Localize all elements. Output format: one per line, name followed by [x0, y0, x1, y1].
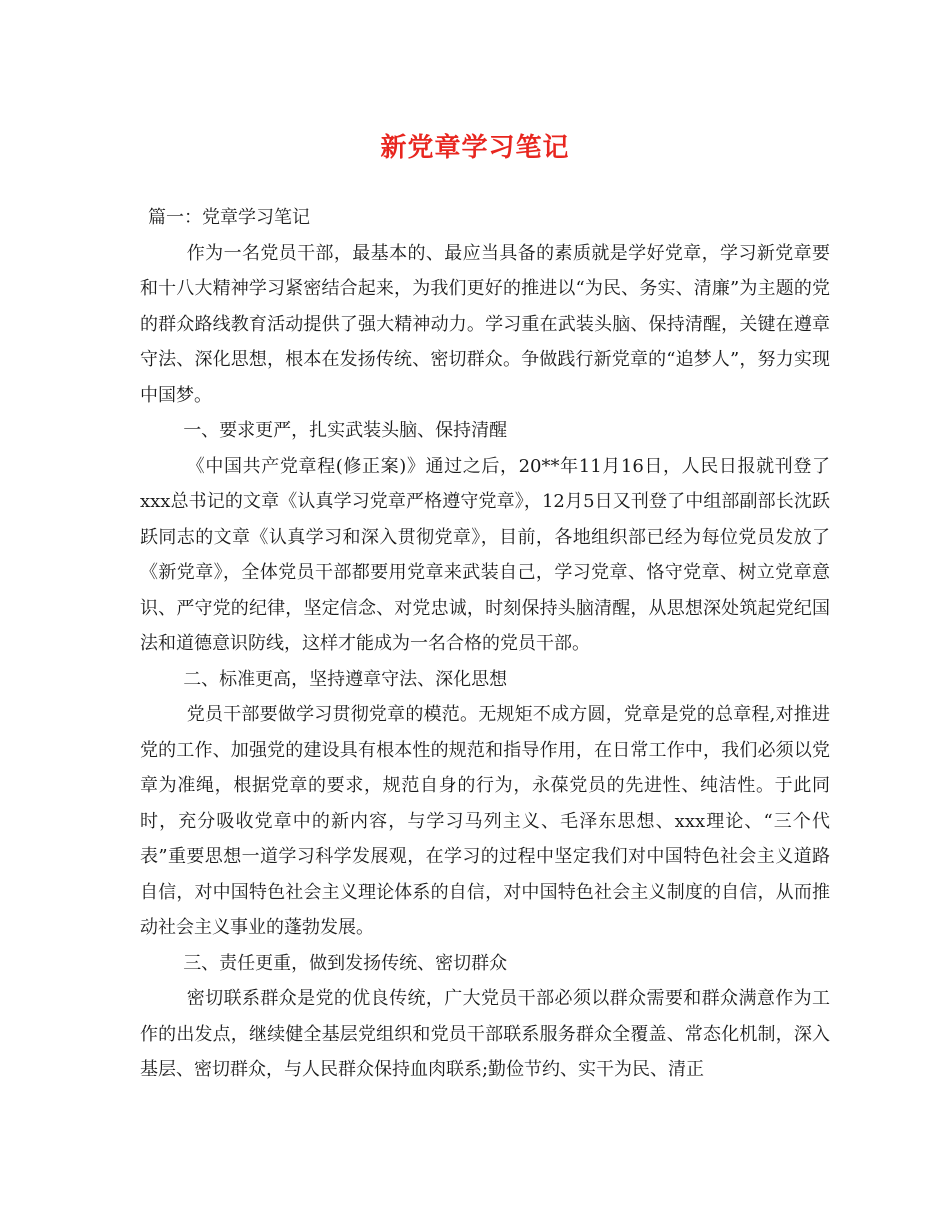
paragraph-3: 密切联系群众是党的优良传统，广大党员干部必须以群众需要和群众满意作为工作的出发点，继续健全基层党组织和党员干部联系服务群众全覆盖、常态化机制，深入基层、密切群众，与人民群众保持血肉联系;勤俭节约、实干为民、清正 [140, 988, 830, 1080]
section-heading-1: 一、要求更严，扎实武装头脑、保持清醒 [183, 420, 508, 441]
document-body [140, 200, 830, 1088]
paragraph-intro: 作为一名党员干部，最基本的、最应当具备的素质就是学好党章，学习新党章要和十八大精神学习紧密结合起来，为我们更好的推进以“为民、务实、清廉”为主题的党的群众路线教育活动提供了强大精神动力。学习重在武装头脑、保持清醒，关键在遵章守法、深化思想，根本在发扬传统、密切群众。争做践行新党章的“追梦人”，努力实现中国梦。 [140, 242, 830, 406]
section-subtitle: 篇一：党章学习笔记 [148, 207, 310, 228]
section-heading-3: 三、责任更重，做到发扬传统、密切群众 [183, 952, 508, 974]
document-title: 新党章学习笔记 [380, 133, 570, 163]
paragraph-1: 《中国共产党章程(修正案)》通过之后，20**年11月16日，人民日报就刊登了xxx总书记的文章《认真学习党章严格遵守党章》，12月5日又刊登了中组部副部长沈跃跃同志的文章《认真学习和深入贯彻党章》，目前，各地组织部已经为每位党员发放了《新党章》，全体党员干部都要用党章来武装自己，学习党章、恪守党章、树立党章意识、严守党的纪律，坚定信念、对党忠诚，时刻保持头脑清醒，从思想深处筑起党纪国法和道德意识防线，这样才能成为一名合格的党员干部。 [140, 455, 830, 654]
section-heading-2: 二、标准更高，坚持遵章守法、深化思想 [183, 668, 508, 690]
paragraph-2: 党员干部要做学习贯彻党章的模范。无规矩不成方圆，党章是党的总章程,对推进党的工作、加强党的建设具有根本性的规范和指导作用，在日常工作中，我们必须以党章为准绳，根据党章的要求，规范自身的行为，永葆党员的先进性、纯洁性。于此同时，充分吸收党章中的新内容，与学习马列主义、毛泽东思想、xxx理论、“三个代表”重要思想一道学习科学发展观，在学习的过程中坚定我们对中国特色社会主义道路自信，对中国特色社会主义理论体系的自信，对中国特色社会主义制度的自信，从而推动社会主义事业的蓬勃发展。 [140, 704, 830, 938]
